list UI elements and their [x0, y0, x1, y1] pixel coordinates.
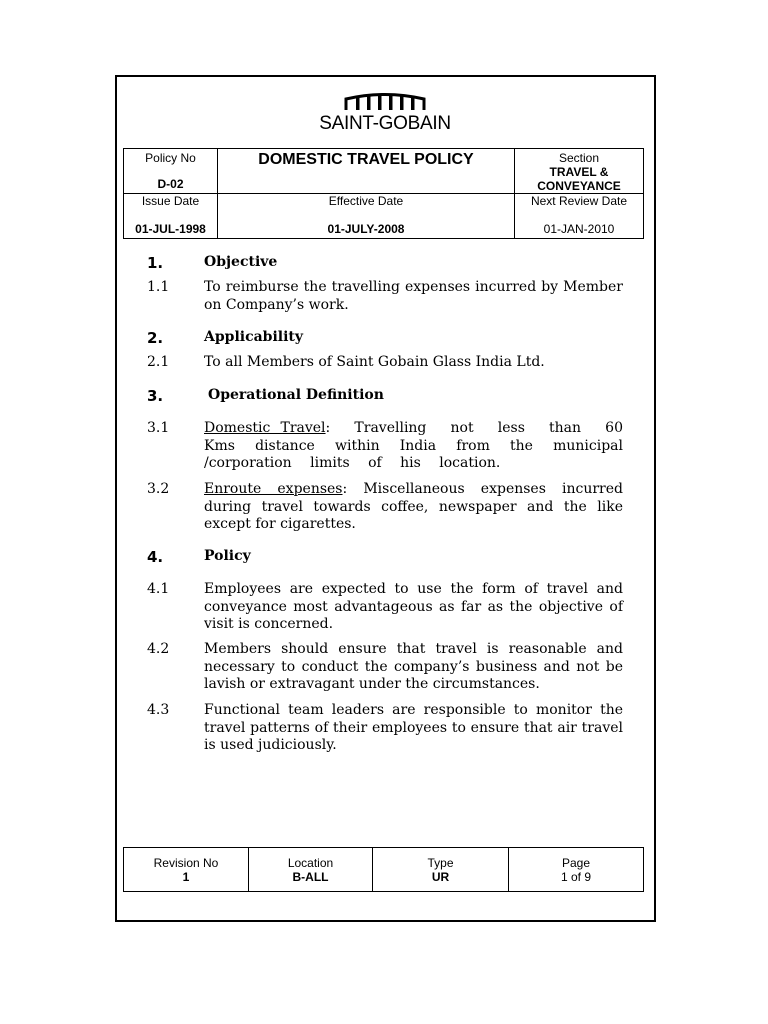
- page-cell: [509, 848, 644, 892]
- section-value-line2: CONVEYANCE: [537, 179, 621, 193]
- clause-text: Members should ensure that travel is reasonable and necessary to conduct the company’s business and not be lavish or extravagant under the circumstances.: [204, 641, 623, 692]
- policy-no-label: Policy No: [145, 151, 196, 165]
- term-separator: :: [342, 481, 348, 497]
- next-review-label: Next Review Date: [530, 194, 628, 208]
- section-title: Policy: [204, 548, 251, 564]
- type-label: Type: [427, 855, 454, 870]
- section-number: 3.: [147, 387, 164, 405]
- section-number: 1.: [147, 254, 164, 272]
- section-title: Operational Definition: [208, 387, 384, 403]
- policy-title-cell: [218, 149, 515, 194]
- section-title: Objective: [204, 254, 278, 270]
- policy-no-cell: [124, 149, 218, 194]
- section-number: 4.: [147, 548, 164, 566]
- revision-value: 1: [182, 869, 190, 884]
- clause-text: To all Members of Saint Gobain Glass India Ltd.: [204, 354, 545, 370]
- page-label: Page: [561, 855, 591, 870]
- effective-date-value: 01-JULY-2008: [327, 222, 405, 236]
- clause-number: 3.1: [147, 420, 170, 436]
- clause-text: Functional team leaders are responsible to monitor the travel patterns of their employees to ensure that air travel is used judiciously.: [204, 702, 623, 753]
- clause-text: [204, 481, 623, 534]
- next-review-value: 01-JAN-2010: [543, 222, 615, 236]
- clause-number: 4.1: [147, 581, 170, 597]
- next-review-cell: [515, 194, 644, 239]
- logo-wordmark: SAINT-GOBAIN: [319, 113, 451, 134]
- issue-date-value: 01-JUL-1998: [135, 222, 206, 236]
- clause-text: Employees are expected to use the form of travel and conveyance most advantageous as far as the objective of visit is concerned.: [204, 581, 623, 632]
- revision-cell: [124, 848, 249, 892]
- type-value: UR: [431, 869, 450, 884]
- section-value-line1: TRAVEL &: [549, 165, 609, 179]
- section-label: Section: [558, 151, 600, 165]
- policy-no-value: D-02: [157, 177, 184, 191]
- clause-text: [204, 420, 623, 473]
- page-value: 1 of 9: [560, 869, 592, 884]
- section-title: Applicability: [204, 329, 304, 345]
- section-cell: [515, 149, 644, 194]
- arch-logo-icon: [343, 92, 427, 112]
- location-label: Location: [287, 855, 334, 870]
- type-cell: [373, 848, 509, 892]
- defined-term: Enroute expenses: [204, 481, 343, 497]
- clause-number: 3.2: [147, 481, 170, 497]
- clause-number: 4.2: [147, 641, 170, 657]
- company-logo: [311, 92, 459, 138]
- clause-text: To reimburse the travelling expenses incurred by Member on Company’s work.: [204, 279, 623, 313]
- section-number: 2.: [147, 329, 164, 347]
- policy-title: DOMESTIC TRAVEL POLICY: [258, 151, 474, 168]
- effective-date-cell: [218, 194, 515, 239]
- effective-date-label: Effective Date: [328, 194, 404, 208]
- definition-text: Miscellaneous expenses incurred during travel towards coffee, newspaper and the like except for cigarettes.: [204, 481, 623, 532]
- issue-date-label: Issue Date: [141, 194, 200, 208]
- location-value: B-ALL: [292, 869, 329, 884]
- revision-label: Revision No: [153, 855, 219, 870]
- clause-number: 1.1: [147, 279, 170, 295]
- clause-number: 2.1: [147, 354, 170, 370]
- issue-date-cell: [124, 194, 218, 239]
- document-footer-table: [123, 847, 644, 892]
- defined-term: Domestic Travel: [204, 420, 326, 436]
- definition-text: Travelling not less than 60 Kms distance within India from the municipal /corporation limits of his location.: [204, 420, 623, 471]
- term-separator: :: [325, 420, 331, 436]
- location-cell: [249, 848, 373, 892]
- policy-header-table: [123, 148, 644, 239]
- clause-number: 4.3: [147, 702, 170, 718]
